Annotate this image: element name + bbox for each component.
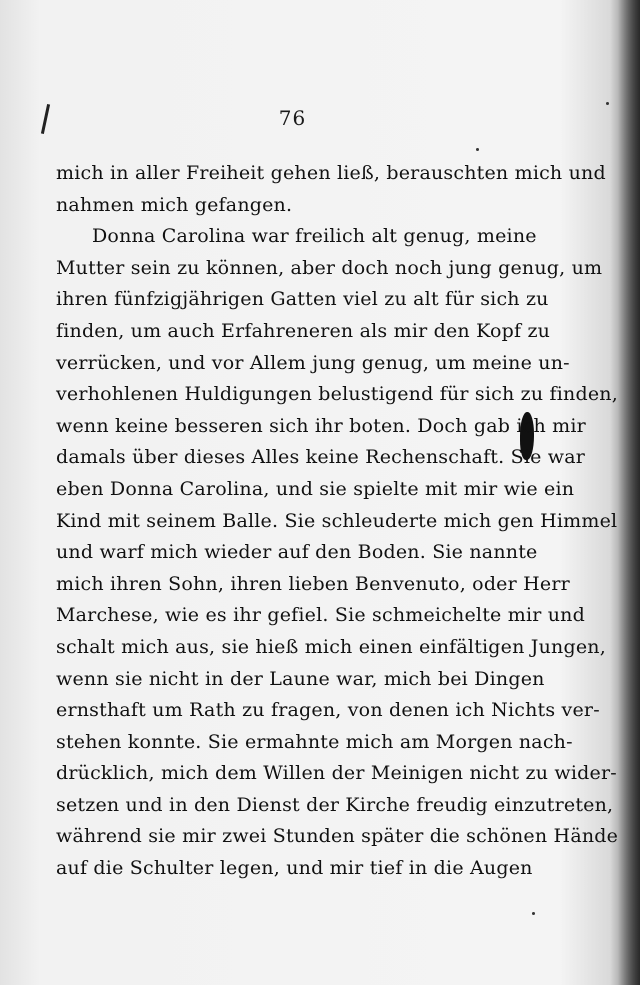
text-line: wenn keine besseren sich ihr boten. Doch gab ich mir [56, 414, 586, 437]
text-line: und warf mich wieder auf den Boden. Sie nannte [56, 541, 538, 564]
text-line: Kind mit seinem Balle. Sie schleuderte mich gen Himmel [56, 509, 618, 532]
body-text [56, 158, 619, 885]
text-line: nahmen mich gefangen. [56, 193, 293, 216]
text-line: ihren fünfzigjährigen Gatten viel zu alt für sich zu [56, 288, 549, 311]
text-line: eben Donna Carolina, und sie spielte mit mir wie ein [56, 477, 575, 500]
text-line: wenn sie nicht in der Laune war, mich bei Dingen [56, 667, 545, 690]
text-line: verrücken, und vor Allem jung genug, um meine un- [56, 351, 570, 374]
text-line: mich ihren Sohn, ihren lieben Benvenuto, oder Herr [56, 572, 570, 595]
text-line: stehen konnte. Sie ermahnte mich am Morgen nach- [56, 730, 573, 753]
page-number: 76 [278, 106, 307, 130]
text-line: mich in aller Freiheit gehen ließ, berauschten mich und [56, 162, 606, 184]
text-line: drücklich, mich dem Willen der Meinigen nicht zu wider- [56, 762, 617, 785]
text-line: finden, um auch Erfahreneren als mir den Kopf zu [56, 319, 551, 342]
text-line: auf die Schulter legen, und mir tief in die Augen [56, 857, 533, 880]
text-line: verhohlenen Huldigungen belustigend für sich zu finden, [56, 383, 618, 406]
text-line: Donna Carolina war freilich alt genug, meine [92, 225, 537, 248]
text-line: setzen und in den Dienst der Kirche freudig einzutreten, [56, 793, 614, 816]
speck [476, 148, 479, 151]
text-line: während sie mir zwei Stunden später die schönen Hände [56, 825, 619, 848]
speck [606, 102, 609, 105]
speck [532, 912, 535, 915]
binding-shadow [618, 0, 640, 985]
text-line: damals über dieses Alles keine Rechenschaft. Sie war [56, 446, 586, 469]
text-line: Marchese, wie es ihr gefiel. Sie schmeichelte mir und [56, 604, 585, 627]
text-line: schalt mich aus, sie hieß mich einen einfältigen Jungen, [56, 635, 606, 658]
text-line: Mutter sein zu können, aber doch noch jung genug, um [56, 256, 603, 279]
text-line: ernsthaft um Rath zu fragen, von denen ich Nichts ver- [56, 699, 600, 722]
